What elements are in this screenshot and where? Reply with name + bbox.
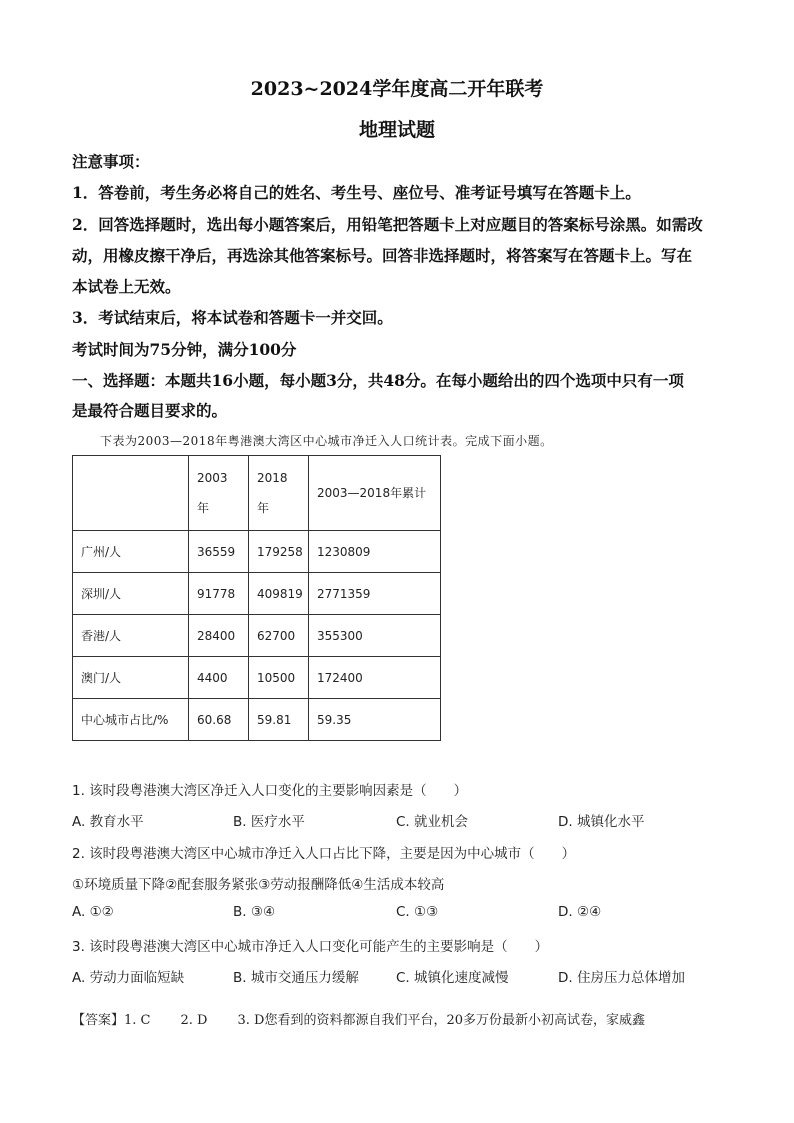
table-header-cell (73, 456, 189, 531)
table-cell: 59.35 (309, 699, 441, 741)
table-header-cell (189, 456, 249, 531)
table-cell: 91778 (189, 573, 249, 615)
table-cell: 中心城市占比/% (73, 699, 189, 741)
table-cell: 澳门/人 (73, 657, 189, 699)
table-cell: 28400 (189, 615, 249, 657)
exam-title: 2023~2024学年度高二开年联考 (250, 78, 544, 100)
question-2-option-b: B. ③④ (233, 904, 276, 920)
table-intro: 下表为2003—2018年粤港澳大湾区中心城市净迁入人口统计表。完成下面小题。 (100, 434, 553, 448)
table-cell: 355300 (309, 615, 441, 657)
question-2-option-c: C. ①③ (396, 904, 439, 920)
watermark-text: 您看到的资料都源自我们平台，20多万份最新小初高试卷，家威鑫 (264, 1013, 645, 1028)
answer-2: 2. D (180, 1013, 208, 1028)
table-cell: 香港/人 (73, 615, 189, 657)
table-cell: 59.81 (249, 699, 309, 741)
note-item-2-line-2: 动，用橡皮擦干净后，再选涂其他答案标号。回答非选择题时，将答案写在答题卡上。写在 (72, 246, 693, 265)
table-header-cell (249, 456, 309, 531)
table-row (73, 573, 441, 615)
question-3-option-b: B. 城市交通压力缓解 (233, 970, 359, 986)
question-1-option-b: B. 医疗水平 (233, 814, 305, 830)
question-1-option-a: A. 教育水平 (72, 814, 144, 830)
question-3-option-a: A. 劳动力面临短缺 (72, 970, 185, 986)
note-item-2-line-1: 2．回答选择题时，选出每小题答案后，用铅笔把答题卡上对应题目的答案标号涂黑。如需改 (72, 215, 703, 234)
section-1-line-2: 是最符合题目要求的。 (72, 401, 228, 420)
question-2-stem: 2. 该时段粤港澳大湾区中心城市净迁入人口占比下降，主要是因为中心城市（ ） (72, 846, 576, 862)
exam-time: 考试时间为75分钟，满分100分 (72, 340, 297, 359)
answer-1: 1. C (124, 1013, 151, 1028)
table-cell: 62700 (249, 615, 309, 657)
question-1-stem: 1. 该时段粤港澳大湾区净迁入人口变化的主要影响因素是（ ） (72, 783, 468, 799)
answer-line (72, 1009, 645, 1028)
table-header-row (73, 456, 441, 531)
header-cumulative: 2003—2018年累计 (317, 486, 427, 500)
table-cell: 409819 (249, 573, 309, 615)
question-1-option-d: D. 城镇化水平 (558, 814, 645, 830)
migration-table (72, 455, 441, 741)
question-1-option-c: C. 就业机会 (396, 814, 469, 830)
note-item-1: 1．答卷前，考生务必将自己的姓名、考生号、座位号、准考证号填写在答题卡上。 (72, 183, 641, 202)
header-2003: 2003年 (197, 471, 228, 515)
question-3-stem: 3. 该时段粤港澳大湾区中心城市净迁入人口变化可能产生的主要影响是（ ） (72, 939, 549, 955)
table-cell: 10500 (249, 657, 309, 699)
table-cell: 172400 (309, 657, 441, 699)
table-cell: 2771359 (309, 573, 441, 615)
table-cell: 4400 (189, 657, 249, 699)
question-3-option-c: C. 城镇化速度减慢 (396, 970, 509, 986)
table-cell: 1230809 (309, 531, 441, 573)
table-row (73, 531, 441, 573)
note-item-2-line-3: 本试卷上无效。 (72, 277, 181, 296)
table-row (73, 657, 441, 699)
answer-tag: 【答案】 (72, 1013, 125, 1028)
table-cell: 深圳/人 (73, 573, 189, 615)
header-2018: 2018年 (257, 471, 288, 515)
table-cell: 179258 (249, 531, 309, 573)
section-1-line-1: 一、选择题：本题共16小题，每小题3分，共48分。在每小题给出的四个选项中只有一项 (72, 371, 684, 390)
table-row (73, 699, 441, 741)
question-3-option-d: D. 住房压力总体增加 (558, 970, 685, 986)
question-2-items: ①环境质量下降②配套服务紧张③劳动报酬降低④生活成本较高 (72, 877, 445, 893)
table-row (73, 615, 441, 657)
note-item-3: 3．考试结束后，将本试卷和答题卡一并交回。 (72, 308, 393, 327)
table-cell: 广州/人 (73, 531, 189, 573)
subject-title: 地理试题 (358, 119, 435, 141)
question-2-option-d: D. ②④ (558, 904, 602, 920)
table-cell: 60.68 (189, 699, 249, 741)
table-header-cell (309, 456, 441, 531)
answer-3: 3. D (237, 1013, 265, 1028)
question-2-option-a: A. ①② (72, 904, 114, 920)
table-cell: 36559 (189, 531, 249, 573)
notes-heading: 注意事项： (72, 152, 150, 171)
